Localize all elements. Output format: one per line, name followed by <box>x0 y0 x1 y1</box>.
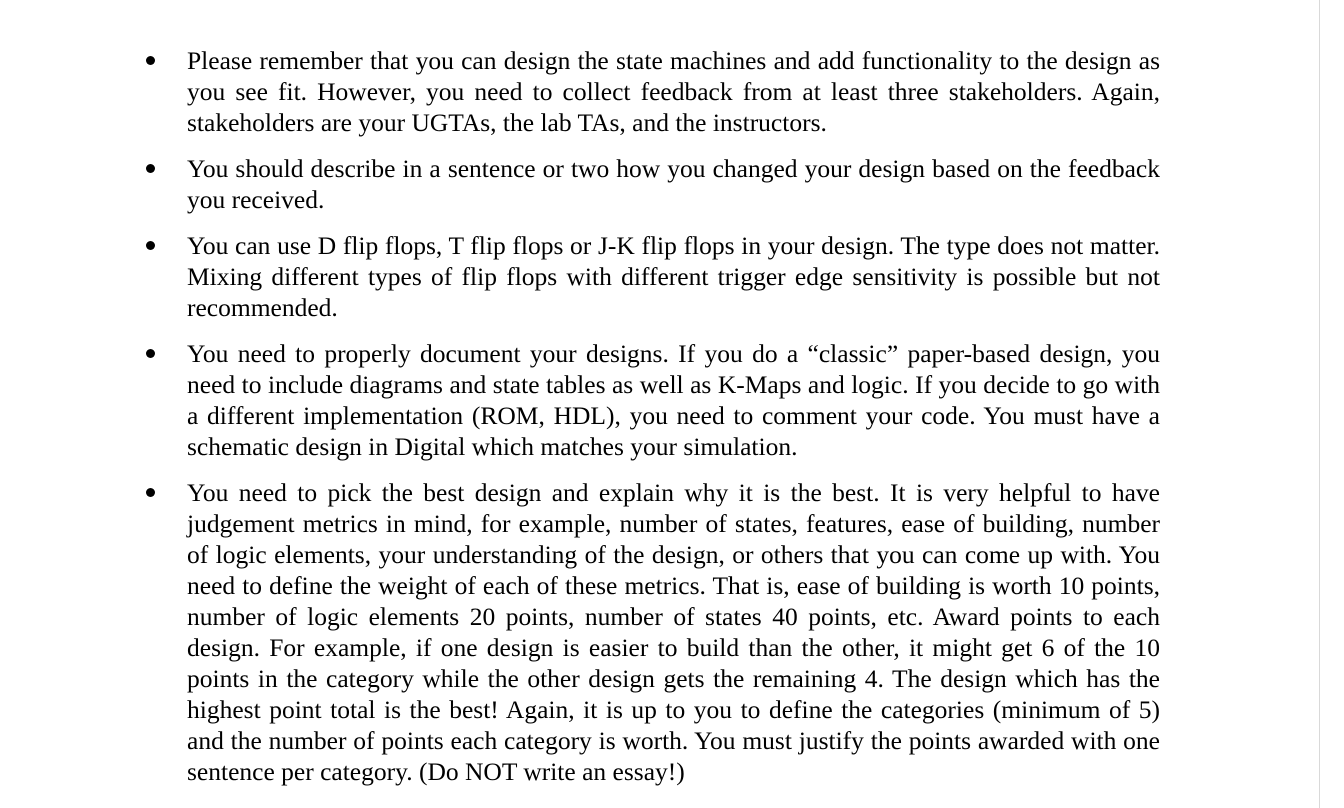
list-item <box>140 230 1160 323</box>
bullet-dot-icon <box>146 56 155 65</box>
list-item-text: You need to pick the best design and explain why it is the best. It is very helpful to have judgement metrics in mind, for example, number of states, features, ease of building, number of logic elements, your understanding of the design, or others that you can come up with. You need to define the weight of each of these metrics. That is, ease of building is worth 10 points, number of logic elements 20 points, number of states 40 points, etc. Award points to each design. For example, if one design is easier to build than the other, it might get 6 of the 10 points in the category while the other design gets the remaining 4. The design which has the highest point total is the best! Again, it is up to you to define the categories (minimum of 5) and the number of points each category is worth. You must justify the points awarded with one sentence per category. (Do NOT write an essay!) <box>187 478 1160 786</box>
list-item-text: Please remember that you can design the state machines and add functionality to the design as you see fit. However, you need to collect feedback from at least three stakeholders. Again, stakeholders are your UGTAs, the lab TAs, and the instructors. <box>187 46 1160 137</box>
bullet-dot-icon <box>146 164 155 173</box>
list-item <box>140 45 1160 138</box>
list-item <box>140 338 1160 462</box>
bullet-dot-icon <box>146 349 155 358</box>
list-item <box>140 477 1160 787</box>
bullet-list <box>140 45 1160 802</box>
scrollbar-gutter[interactable] <box>1319 0 1344 808</box>
list-item <box>140 153 1160 215</box>
bullet-dot-icon <box>146 241 155 250</box>
list-item-text: You should describe in a sentence or two how you changed your design based on the feedback you received. <box>187 154 1160 214</box>
list-item-text: You can use D flip flops, T flip flops or J-K flip flops in your design. The type does not matter. Mixing different types of flip flops with different trigger edge sensitivity is possible but not recommended. <box>187 231 1160 322</box>
list-item-text: You need to properly document your designs. If you do a “classic” paper-based design, you need to include diagrams and state tables as well as K-Maps and logic. If you decide to go with a different implementation (ROM, HDL), you need to comment your code. You must have a schematic design in Digital which matches your simulation. <box>187 339 1160 461</box>
bullet-dot-icon <box>146 488 155 497</box>
